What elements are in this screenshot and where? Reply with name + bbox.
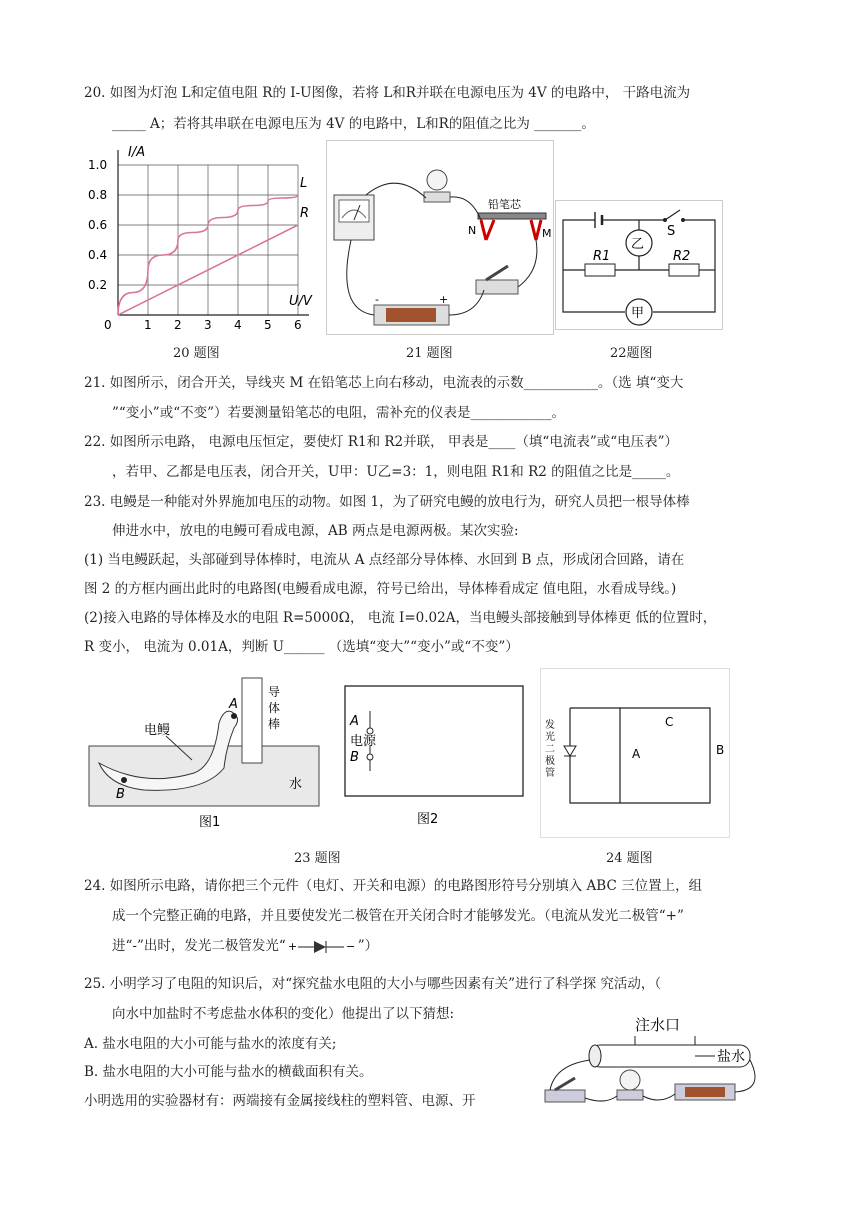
r2-label: R2 [673, 249, 691, 264]
x-tick-label: 3 [204, 318, 212, 332]
diode-label-3: 二 [545, 744, 555, 755]
switch-label: S [667, 224, 676, 239]
q25-line4: B. 盐水电阻的大小可能与盐水的横截面积有关。 [84, 1064, 373, 1080]
q24-line3: 进“-”出时，发光二极管发光“ + − ”） [112, 938, 379, 954]
q25-line3: A. 盐水电阻的大小可能与盐水的浓度有关; [84, 1036, 337, 1052]
fig2-label: 图2 [417, 812, 439, 827]
point-b [121, 777, 127, 783]
series-label-R: R [300, 206, 310, 221]
pencil-core [478, 213, 546, 219]
rod-label-3: 棒 [268, 717, 281, 731]
x-axis-label: U/V [289, 294, 312, 309]
point-a-label: A [229, 697, 238, 712]
diode-label-5: 管 [545, 768, 555, 779]
figure-24 [540, 668, 730, 838]
clip-m-label: M [542, 227, 552, 240]
caption-23: 23 题图 [294, 851, 341, 866]
svg-text:+: + [287, 939, 297, 953]
resistor-r2 [669, 264, 699, 276]
switch-icon [476, 280, 518, 294]
diode-inline-icon [286, 939, 358, 955]
y-tick-label: 0.6 [88, 218, 108, 232]
y-axis-label: I/A [128, 145, 146, 160]
pole-b-label: B [350, 750, 359, 765]
q24-line2: 成一个完整正确的电路，并且要使发光二极管在开关闭合时才能够发光。（电流从发光二极管“+” [112, 908, 684, 924]
series-label-L: L [300, 176, 308, 191]
rod-label-1: 导 [268, 685, 281, 699]
battery-plus: + [439, 293, 449, 306]
eel-label: 电鳗 [144, 723, 171, 738]
position-b: B [716, 743, 725, 757]
position-c: C [665, 715, 674, 729]
q23-line1: 23. 电鳗是一种能对外界施加电压的动物。如图 1，为了研究电鳗的放电行为，研究人员把一根导体棒 [84, 494, 690, 510]
switch-icon [545, 1090, 585, 1102]
resistor-r1 [585, 264, 615, 276]
q25-line1: 25. 小明学习了电阻的知识后，对“探究盐水电阻的大小与哪些因素有关”进行了科学探 究活动，（ [84, 976, 662, 992]
x-tick-label: 1 [144, 318, 152, 332]
battery-minus: - [375, 293, 379, 306]
switch-symbol [665, 210, 680, 220]
q23-line5: (2)接入电路的导体棒及水的电阻 R=5000Ω， 电流 I=0.02A，当电鳗头部接触到导体棒更 低的位置时， [84, 610, 717, 626]
q23-line3: (1) 当电鳗跃起，头部碰到导体棒时，电流从 A 点经部分导体棒、水回到 B 点，形成闭合回路，请在 [84, 552, 685, 568]
point-a [231, 713, 237, 719]
q24-line1: 24. 如图所示电路，请你把三个元件（电灯、开关和电源）的电路图形符号分别填入 ABC 三位置上，组 [84, 878, 703, 894]
diode-label-2: 光 [545, 732, 555, 743]
caption-20: 20 题图 [173, 346, 220, 361]
caption-21: 21 题图 [406, 346, 453, 361]
q22-line2: ，若甲、乙都是电压表，闭合开关，U甲：U乙=3：1，则电阻 R1和 R2 的阻值之比是_____。 [112, 464, 680, 480]
caption-22: 22题图 [610, 346, 653, 361]
fig1-label: 图1 [199, 815, 221, 830]
inlet-label: 注水口 [635, 1016, 681, 1034]
bulb-icon [620, 1070, 640, 1090]
q23-line6: R 变小， 电流为 0.01A，判断 U______ （选填“变大”“变小”或“不变”） [84, 639, 519, 655]
meter-jia-label: 甲 [631, 306, 645, 321]
pole-a-label: A [350, 714, 359, 729]
chart-grid [118, 165, 298, 315]
caption-24: 24 题图 [606, 851, 653, 866]
clip-n [481, 220, 494, 240]
salt-label: 盐水 [717, 1049, 745, 1065]
q20-line1: 20. 如图为灯泡 L和定值电阻 R的 I-U图像，若将 L和R并联在电源电压为 4V 的电路中， 干路电流为 [84, 85, 691, 101]
point-b-label: B [116, 787, 125, 802]
diode-label-1: 发 [545, 720, 555, 731]
clip-m [531, 220, 541, 240]
figure-23-1 [84, 668, 329, 838]
q25-line2: 向水中加盐时不考虑盐水体积的变化）他提出了以下猜想: [112, 1006, 455, 1022]
q23-line4: 图 2 的方框内画出此时的电路图(电鳗看成电源，符号已给出，导体棒看成定 值电阻，水看成导线。) [84, 581, 677, 597]
q25-line5: 小明选用的实验器材有：两端接有金属接线柱的塑料管、电源、开 [84, 1093, 476, 1109]
x-tick-label: 4 [234, 318, 242, 332]
water-label: 水 [289, 777, 303, 792]
x-tick-label: 0 [104, 318, 112, 332]
position-a: A [632, 747, 641, 761]
q20-line2: _____ A；若将其串联在电源电压为 4V 的电路中，L和R的阻值之比为 _______。 [112, 116, 595, 132]
q21-line1: 21. 如图所示，闭合开关，导线夹 M 在铅笔芯上向右移动，电流表的示数___________。（选 填“变大 [84, 375, 684, 391]
iu-chart [84, 140, 322, 335]
q21-line2: ”“变小”或“不变”）若要测量铅笔芯的电阻，需补充的仪表是____________。 [112, 405, 566, 421]
x-tick-label: 6 [294, 318, 302, 332]
y-tick-label: 1.0 [88, 158, 108, 172]
figure-22 [555, 200, 723, 330]
diode-label-4: 极 [545, 756, 555, 767]
bulb-icon [427, 170, 447, 190]
figure-25 [535, 1010, 775, 1120]
y-tick-label: 0.8 [88, 188, 108, 202]
q22-line1: 22. 如图所示电路， 电源电压恒定，要使灯 R1和 R2并联， 甲表是____（填“电流表”或“电压表”） [84, 434, 679, 450]
conductor-rod [242, 678, 262, 763]
r1-label: R1 [593, 249, 611, 264]
clip-n-label: N [468, 224, 477, 237]
svg-text:−: − [345, 939, 355, 953]
figure-23-2 [342, 683, 527, 833]
meter-yi-label: 乙 [631, 237, 645, 252]
power-label: 电源 [350, 734, 377, 749]
x-tick-label: 5 [264, 318, 272, 332]
y-tick-label: 0.4 [88, 248, 108, 262]
rod-label-2: 体 [268, 701, 281, 715]
diode-symbol [564, 746, 576, 756]
pencil-label: 铅笔芯 [488, 198, 521, 211]
y-tick-label: 0.2 [88, 278, 108, 292]
figure-21 [326, 140, 554, 335]
x-tick-label: 2 [174, 318, 182, 332]
q23-line2: 伸进水中，放电的电鳗可看成电源，AB 两点是电源两极。某次实验: [112, 523, 519, 539]
